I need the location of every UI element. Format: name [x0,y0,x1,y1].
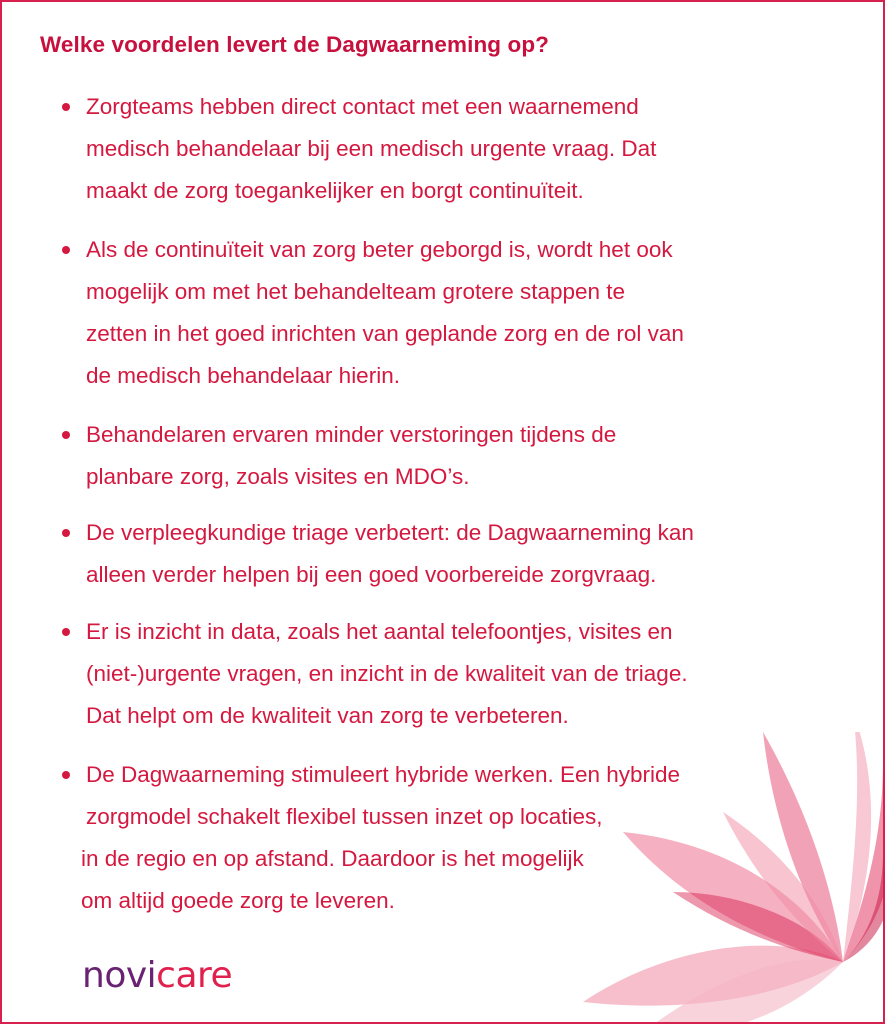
list-item-line: Behandelaren ervaren minder verstoringen tijdens de [86,422,617,447]
bullet-icon [62,771,70,779]
bullet-icon [62,246,70,254]
list-item-line: mogelijk om met het behandelteam grotere stappen te [86,279,626,304]
list-item [62,611,842,737]
list-item-line: in de regio en op afstand. Daardoor is het mogelijk [81,846,584,871]
logo-text-novi: novi [82,955,157,996]
page-title: Welke voordelen levert de Dagwaarneming op? [40,32,550,57]
list-item [62,229,842,397]
bullet-icon [62,103,70,111]
list-item-line: de medisch behandelaar hierin. [86,363,400,388]
list-item-line: Als de continuïteit van zorg beter geborgd is, wordt het ook [86,237,673,262]
bullet-icon [62,431,70,439]
list-item [62,512,842,596]
novicare-logo [82,953,232,999]
list-item-line: De verpleegkundige triage verbetert: de Dagwaarneming kan [86,520,694,545]
list-item-line: De Dagwaarneming stimuleert hybride werken. Een hybride [86,762,681,787]
list-item-line: Zorgteams hebben direct contact met een waarnemend [86,94,639,119]
list-item [62,754,842,922]
list-item-line: zorgmodel schakelt flexibel tussen inzet op locaties, [86,804,603,829]
bullet-icon [62,529,70,537]
list-item-line: maakt de zorg toegankelijker en borgt continuïteit. [86,178,584,203]
list-item [62,414,842,498]
list-item-line: om altijd goede zorg te leveren. [81,888,395,913]
list-item-line: zetten in het goed inrichten van geplande zorg en de rol van [86,321,684,346]
list-item-line: Dat helpt om de kwaliteit van zorg te verbeteren. [86,703,569,728]
list-item-line: medisch behandelaar bij een medisch urgente vraag. Dat [86,136,657,161]
list-item-line: Er is inzicht in data, zoals het aantal telefoontjes, visites en [86,619,673,644]
bullet-icon [62,628,70,636]
list-item-line: (niet-)urgente vragen, en inzicht in de kwaliteit van de triage. [86,661,688,686]
list-item [62,86,842,212]
list-item-line: alleen verder helpen bij een goed voorbereide zorgvraag. [86,562,657,587]
list-item-line: planbare zorg, zoals visites en MDO’s. [86,464,470,489]
logo-text-care: care [156,955,233,996]
